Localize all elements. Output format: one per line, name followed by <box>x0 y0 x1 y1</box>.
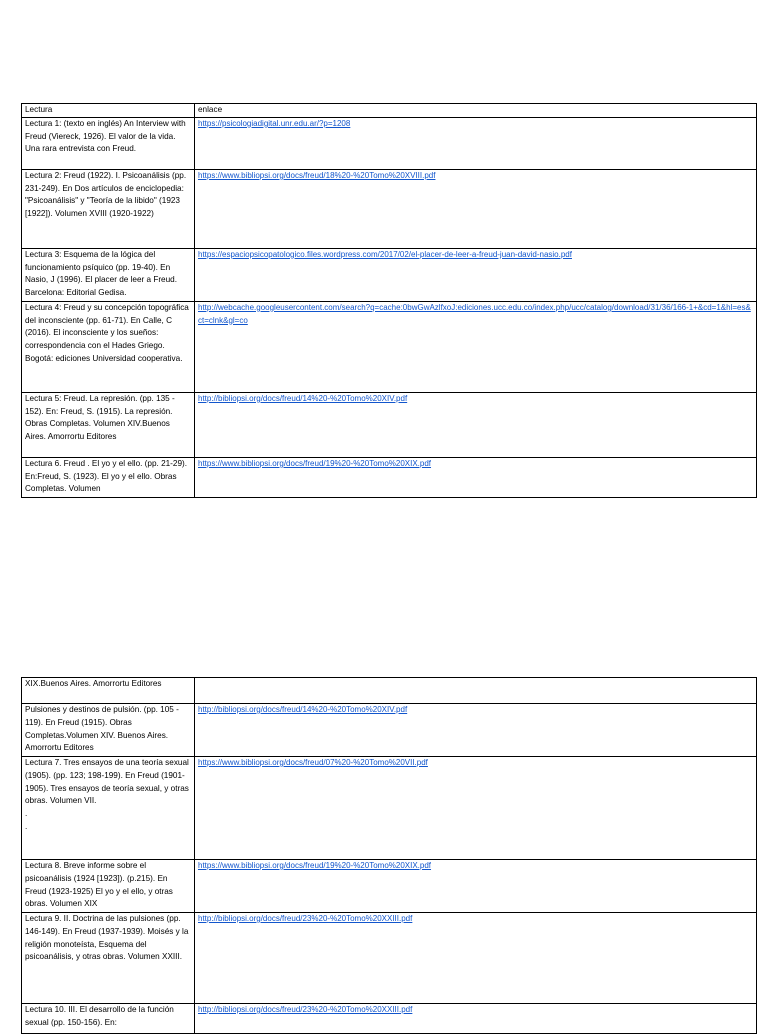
bibliography-table-page-1 <box>21 103 757 498</box>
table-row <box>22 860 757 913</box>
bibliography-table-page-2 <box>21 677 757 1034</box>
reading-link[interactable]: http://bibliopsi.org/docs/freud/23%20-%20Tomo%20XXIII.pdf <box>198 1005 413 1014</box>
lectura-cell: Pulsiones y destinos de pulsión. (pp. 105 - 119). En Freud (1915). Obras Completas.Volumen XIV. Buenos Aires. Amorrortu Editores <box>22 704 195 757</box>
table-row <box>22 169 757 248</box>
enlace-cell <box>195 704 757 757</box>
enlace-cell <box>195 392 757 457</box>
lectura-cell: XIX.Buenos Aires. Amorrortu Editores <box>22 678 195 704</box>
reading-link[interactable]: https://www.bibliopsi.org/docs/freud/07%20-%20Tomo%20VII.pdf <box>198 758 428 767</box>
table-row <box>22 678 757 704</box>
header-lectura: Lectura <box>22 104 195 118</box>
enlace-cell <box>195 913 757 1004</box>
lectura-cell: Lectura 4: Freud y su concepción topográfica del inconsciente (pp. 61-71). En Calle, C (2016). El inconsciente y los sueños: correspondencia con el Hades Griego. Bogotá: ediciones Universidad cooperativa. <box>22 301 195 392</box>
lectura-extra-line: . <box>25 809 28 819</box>
reading-link[interactable]: http://webcache.googleusercontent.com/search?q=cache:0bwGwAzlfxoJ:ediciones.ucc.edu.co/index.php/ucc/catalog/download/31/36/166-1+&cd=1&hl=es&ct=clnk&gl=co <box>198 302 751 325</box>
table-row <box>22 913 757 1004</box>
reading-link[interactable]: https://www.bibliopsi.org/docs/freud/19%20-%20Tomo%20XIX.pdf <box>198 861 432 870</box>
lectura-cell: Lectura 5: Freud. La represión. (pp. 135 - 152). En: Freud, S. (1915). La represión. Obras Completas. Volumen XIV.Buenos Aires. Amorrortu Editores <box>22 392 195 457</box>
lectura-cell: Lectura 9. II. Doctrina de las pulsiones (pp. 146-149). En Freud (1937-1939). Moisés y la religión monoteísta, Esquema del psicoanálisis, y otras obras. Volumen XXIII. <box>22 913 195 1004</box>
reading-link[interactable]: https://psicologiadigital.unr.edu.ar/?p=1208 <box>198 118 351 128</box>
enlace-cell <box>195 1004 757 1034</box>
table-row <box>22 301 757 392</box>
reading-link[interactable]: http://bibliopsi.org/docs/freud/14%20-%20Tomo%20XIV.pdf <box>198 705 408 714</box>
lectura-text: Lectura 7. Tres ensayos de una teoría sexual (1905). (pp. 123; 198-199). En Freud (1901-1905). Tres ensayos de teoría sexual, y otras obras. Volumen VII. <box>25 758 189 806</box>
lectura-cell: Lectura 6. Freud . El yo y el ello. (pp. 21-29). En:Freud, S. (1923). El yo y el ello. Obras Completas. Volumen <box>22 457 195 497</box>
enlace-cell <box>195 117 757 169</box>
reading-link[interactable]: https://www.bibliopsi.org/docs/freud/18%20-%20Tomo%20XVIII.pdf <box>198 170 436 180</box>
enlace-cell <box>195 860 757 913</box>
reading-link[interactable]: https://espaciopsicopatologico.files.wordpress.com/2017/02/el-placer-de-leer-a-freud-juan-david-nasio.pdf <box>198 249 572 259</box>
table-row <box>22 117 757 169</box>
lectura-cell: Lectura 2: Freud (1922). I. Psicoanálisis (pp. 231-249). En Dos artículos de enciclopedia: "Psicoanálisis" y "Teoría de la libido" (1923 [1922]). Volumen XVIII (1920-1922) <box>22 169 195 248</box>
header-enlace: enlace <box>195 104 757 118</box>
lectura-cell <box>22 757 195 860</box>
enlace-cell <box>195 678 757 704</box>
table-row <box>22 248 757 301</box>
table-row <box>22 757 757 860</box>
reading-link[interactable]: http://bibliopsi.org/docs/freud/23%20-%20Tomo%20XXIII.pdf <box>198 914 413 923</box>
lectura-cell: Lectura 1: (texto en inglés) An Interview with Freud (Viereck, 1926). El valor de la vida. Una rara entrevista con Freud. <box>22 117 195 169</box>
lectura-extra-line: . <box>25 821 28 831</box>
reading-link[interactable]: https://www.bibliopsi.org/docs/freud/19%20-%20Tomo%20XIX.pdf <box>198 458 432 468</box>
lectura-cell: Lectura 10. III. El desarrollo de la función sexual (pp. 150-156). En: <box>22 1004 195 1034</box>
enlace-cell <box>195 248 757 301</box>
enlace-cell <box>195 301 757 392</box>
table-header-row <box>22 104 757 118</box>
lectura-cell: Lectura 3: Esquema de la lógica del funcionamiento psíquico (pp. 19-40). En Nasio, J (1996). El placer de leer a Freud. Barcelona: Editorial Gedisa. <box>22 248 195 301</box>
table-row <box>22 704 757 757</box>
table-row <box>22 457 757 497</box>
table-row <box>22 392 757 457</box>
enlace-cell <box>195 757 757 860</box>
lectura-cell: Lectura 8. Breve informe sobre el psicoanálisis (1924 [1923]). (p.215). En Freud (1923-1925) El yo y el ello, y otras obras. Volumen XIX <box>22 860 195 913</box>
reading-link[interactable]: http://bibliopsi.org/docs/freud/14%20-%20Tomo%20XIV.pdf <box>198 393 408 403</box>
table-row <box>22 1004 757 1034</box>
enlace-cell <box>195 169 757 248</box>
enlace-cell <box>195 457 757 497</box>
